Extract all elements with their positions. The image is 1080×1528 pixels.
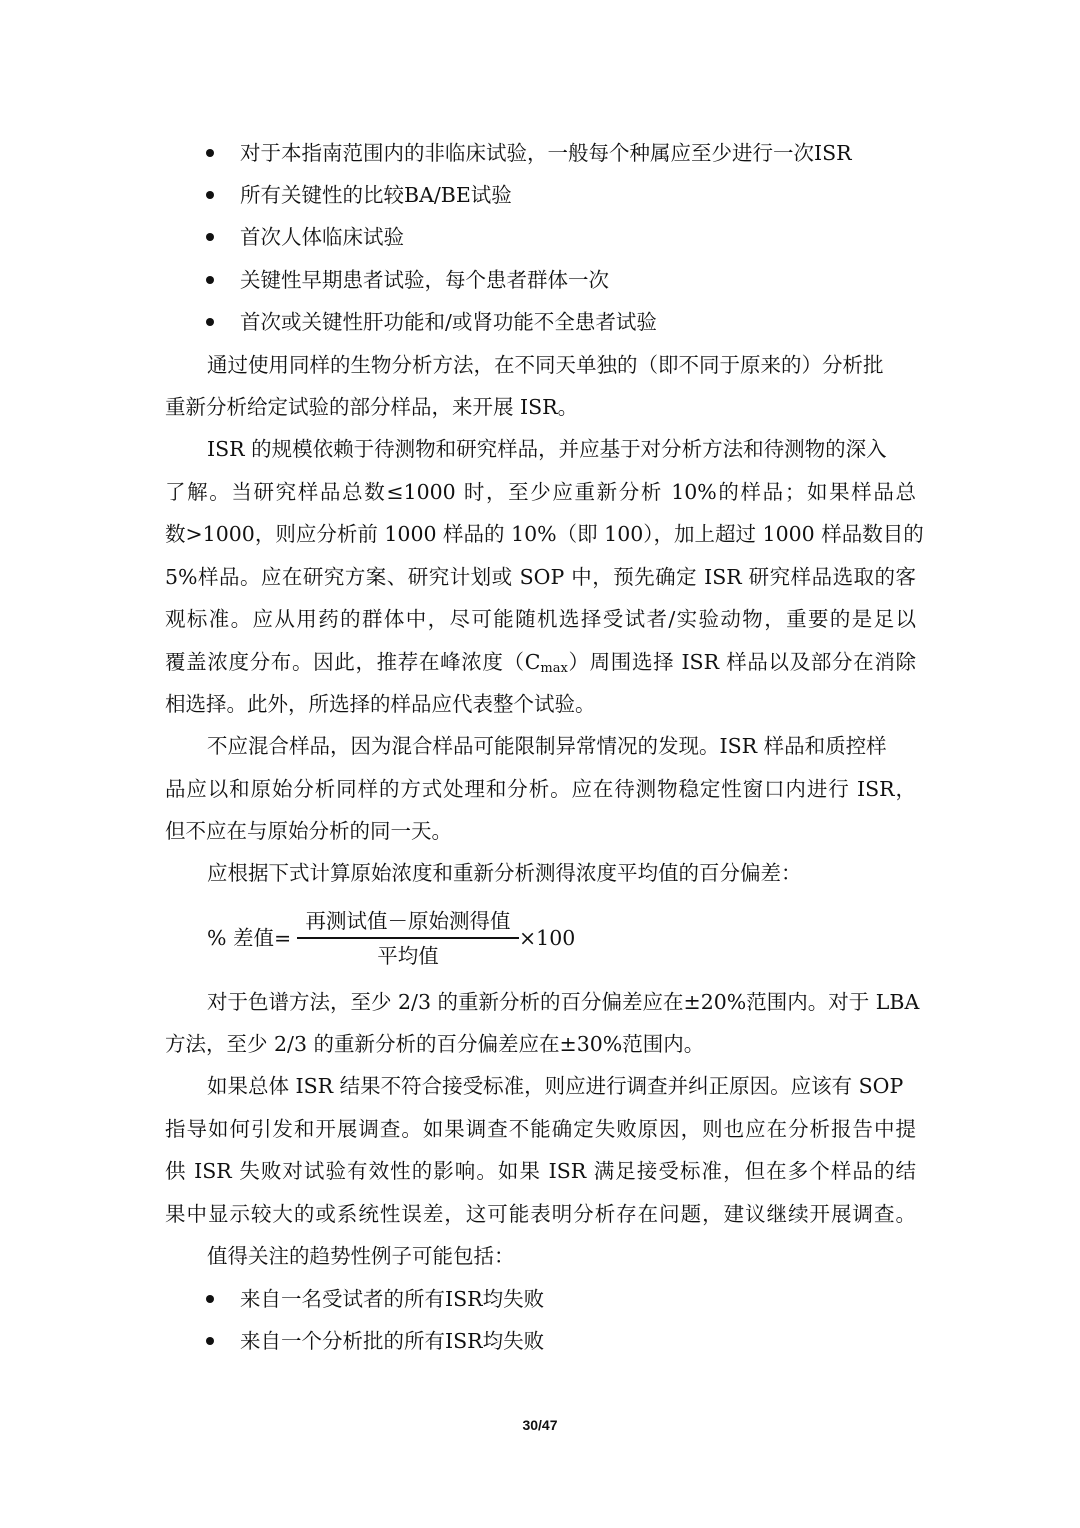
- text-line: 供 ISR 失败对试验有效性的影响。如果 ISR 满足接受标准，但在多个样品的结: [165, 1159, 916, 1183]
- text-line: 数>1000，则应分析前 1000 样品的 10%（即 100），加上超过 1000 样品数目的: [165, 522, 924, 546]
- bullet-dot: [206, 276, 214, 284]
- fraction-bar: [297, 937, 519, 939]
- list-item-text: 所有关键性的比较BA/BE试验: [240, 183, 512, 207]
- list-item-text: 关键性早期患者试验，每个患者群体一次: [240, 268, 609, 292]
- text-line: 不应混合样品，因为混合样品可能限制异常情况的发现。ISR 样品和质控样: [207, 734, 887, 758]
- list-item-text: 对于本指南范围内的非临床试验，一般每个种属应至少进行一次ISR: [240, 141, 852, 165]
- text-line: 如果总体 ISR 结果不符合接受标准，则应进行调查并纠正原因。应该有 SOP: [207, 1074, 904, 1098]
- text-line: 品应以和原始分析同样的方式处理和分析。应在待测物稳定性窗口内进行 ISR，: [165, 777, 916, 801]
- list-item-text: 来自一名受试者的所有ISR均失败: [240, 1287, 545, 1311]
- bullet-dot: [206, 191, 214, 199]
- text-line: [165, 647, 916, 677]
- bullet-dot: [206, 1337, 214, 1345]
- paragraph-formula-intro: 应根据下式计算原始浓度和重新分析测得浓度平均值的百分偏差：: [207, 861, 802, 885]
- list-item-text: 首次或关键性肝功能和/或肾功能不全患者试验: [240, 310, 657, 334]
- text-line: 了解。当研究样品总数≤1000 时，至少应重新分析 10%的样品；如果样品总: [165, 480, 916, 504]
- text-line: 5%样品。应在研究方案、研究计划或 SOP 中，预先确定 ISR 研究样品选取的客: [165, 565, 916, 589]
- bullet-dot: [206, 318, 214, 326]
- formula-numerator: 再测试值－原始测得值: [305, 909, 511, 933]
- page-number: 30/47: [522, 1417, 558, 1433]
- paragraph-trend-intro: 值得关注的趋势性例子可能包括：: [207, 1244, 515, 1268]
- subscript-max: max: [540, 661, 568, 676]
- text-line: 方法，至少 2/3 的重新分析的百分偏差应在±30%范围内。: [165, 1032, 705, 1056]
- text-line: 指导如何引发和开展调查。如果调查不能确定失败原因，则也应在分析报告中提: [165, 1117, 916, 1141]
- text-line: 观标准。应从用药的群体中，尽可能随机选择受试者/实验动物，重要的是足以: [165, 607, 916, 631]
- formula-label: % 差值=: [207, 926, 292, 950]
- text-line: 但不应在与原始分析的同一天。: [165, 819, 452, 843]
- formula-denominator: 平均值: [377, 943, 439, 968]
- text-line: ISR 的规模依赖于待测物和研究样品，并应基于对分析方法和待测物的深入: [207, 437, 887, 461]
- text-line: 对于色谱方法，至少 2/3 的重新分析的百分偏差应在±20%范围内。对于 LBA: [207, 990, 920, 1014]
- formula-multiplier: ×100: [519, 926, 576, 950]
- percent-difference-formula: [207, 906, 627, 970]
- text-line: 通过使用同样的生物分析方法，在不同天单独的（即不同于原来的）分析批: [207, 353, 884, 377]
- formula-fraction: [297, 906, 519, 971]
- text-line: 重新分析给定试验的部分样品，来开展 ISR。: [165, 395, 579, 419]
- text-segment: ）周围选择 ISR 样品以及部分在消除: [567, 650, 916, 674]
- text-segment: 覆盖浓度分布。因此，推荐在峰浓度（C: [165, 650, 541, 674]
- text-line: 果中显示较大的或系统性误差，这可能表明分析存在问题，建议继续开展调查。: [165, 1202, 916, 1226]
- list-item-text: 首次人体临床试验: [240, 225, 404, 249]
- bullet-dot: [206, 149, 214, 157]
- list-item-text: 来自一个分析批的所有ISR均失败: [240, 1329, 545, 1353]
- bullet-dot: [206, 233, 214, 241]
- bullet-dot: [206, 1295, 214, 1303]
- text-line: 相选择。此外，所选择的样品应代表整个试验。: [165, 692, 596, 716]
